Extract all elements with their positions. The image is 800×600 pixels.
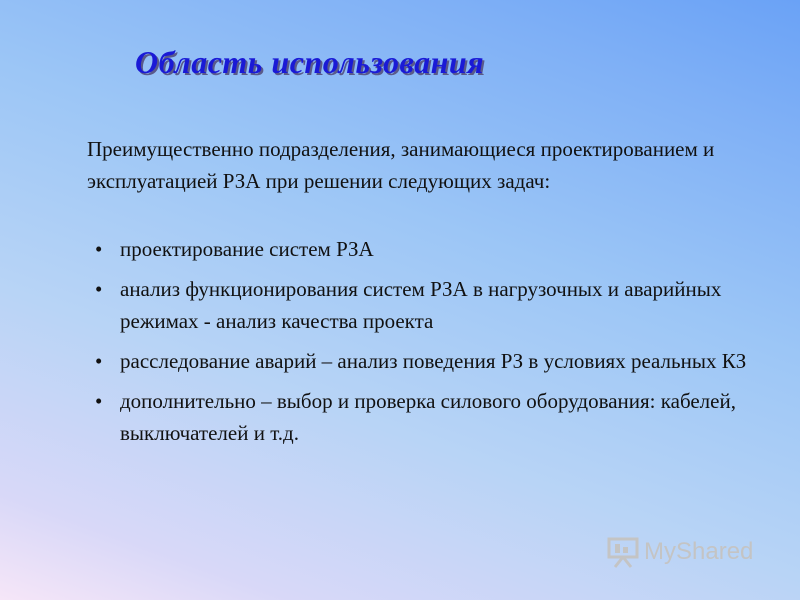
list-item (95, 233, 755, 265)
bullet-icon: • (95, 349, 103, 373)
bullet-icon: • (95, 237, 103, 261)
bullet-text: проектирование систем РЗА (120, 237, 374, 261)
presentation-board-icon (606, 535, 640, 569)
list-item (95, 273, 755, 337)
list-item (95, 385, 755, 449)
watermark-logo (606, 535, 753, 569)
bullet-text: анализ функционирования систем РЗА в нагрузочных и аварийных режимах - анализ качества проекта (120, 277, 722, 333)
bullet-text: дополнительно – выбор и проверка силового оборудования: кабелей, выключателей и т.д. (120, 389, 736, 445)
slide-title: Область использования (135, 44, 485, 80)
watermark-text: MyShared (644, 538, 754, 565)
intro-paragraph: Преимущественно подразделения, занимающиеся проектированием и эксплуатацией РЗА при решении следующих задач: (87, 137, 715, 193)
bullet-text: расследование аварий – анализ поведения РЗ в условиях реальных КЗ (120, 349, 747, 373)
list-item (95, 345, 755, 377)
bullet-icon: • (95, 389, 103, 413)
bullet-icon: • (95, 277, 103, 301)
bullet-list (95, 233, 755, 457)
